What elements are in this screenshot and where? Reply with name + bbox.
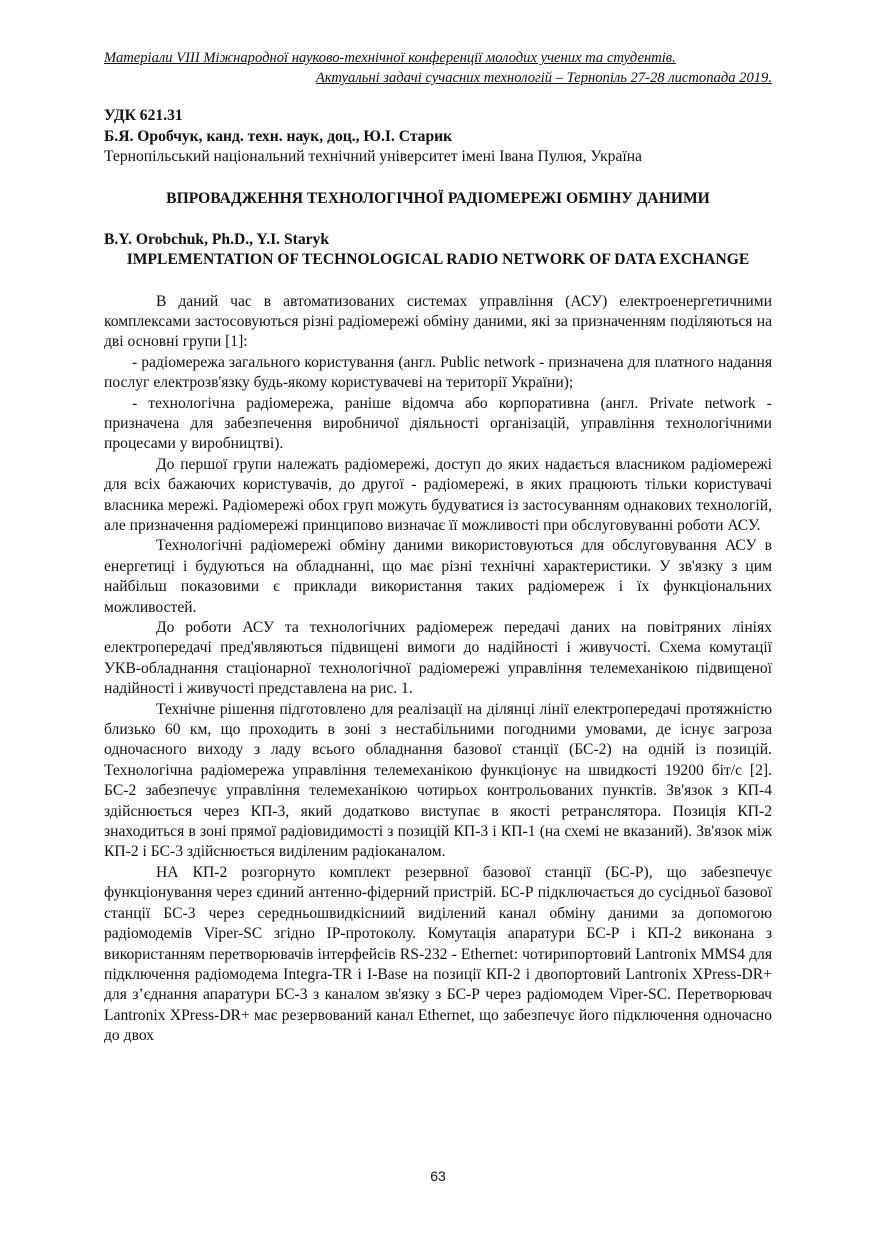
body-paragraph: Технологічні радіомережі обміну даними використовуються для обслуговування АСУ в енергетиці і будуються на обладнанні, що має різні технічні характеристики. У зв'язку з цим найбільш показовими є приклади використання таких радіомереж і їх функціональних можливостей. <box>104 537 772 616</box>
conference-header-line-1: Матеріали VIII Міжнародної науково-технічної конференції молодих учених та студентів. <box>104 50 676 66</box>
body-paragraph: До першої групи належать радіомережі, доступ до яких надається власником радіомережі для всіх бажаючих користувачів, до другої - радіомережі, в яких працюють тільки користувачі власника мережі. Радіомережі обох груп можуть будуватися із застосуванням однакових технологій, але призначення радіомережі принципово визначає її можливості при обслуговуванні роботи АСУ. <box>104 455 772 534</box>
body-paragraph: До роботи АСУ та технологічних радіомереж передачі даних на повітряних лініях електропередачі пред'являються підвищені вимоги до надійності і живучості. Схема комутації УКВ-обладнання стаціонарної технологічної радіомережі управління телемеханікою підвищеної надійності і живучості представлена на рис. 1. <box>104 619 772 698</box>
authors-english: B.Y. Orobchuk, Ph.D., Y.I. Staryk <box>104 230 330 248</box>
title-ukrainian: ВПРОВАДЖЕННЯ ТЕХНОЛОГІЧНОЇ РАДІОМЕРЕЖІ ОБМІНУ ДАНИМИ <box>166 189 710 207</box>
conference-header <box>104 48 772 88</box>
paper-page <box>104 48 772 1047</box>
list-item: - технологічна радіомережа, раніше відомча або корпоративна (англ. Private network - призначена для забезпечення виробничої діяльності організацій, управління технологічними процесами у виробництві). <box>104 394 772 453</box>
affiliation: Тернопільський національний технічний університет імені Івана Пулюя, Україна <box>104 148 642 165</box>
title-english: IMPLEMENTATION OF TECHNOLOGICAL RADIO NETWORK OF DATA EXCHANGE <box>126 250 750 268</box>
body-paragraph: НА КП-2 розгорнуто комплект резервної базової станції (БС-Р), що забезпечує функціонування через єдиний антенно-фідерний пристрій. БС-Р підключається до сусідньої базової станції БС-3 через середньошвидкісниий виділений канал обміну даними за допомогою радіомодемів Viper-SC згідно IP-протоколу. Комутація апаратури БС-Р і КП-2 виконана з використанням перетворювачів інтерфейсів RS-232 - Ethernet: чотирипортовий Lantronix MMS4 для підключення радіомодема Integra-TR і I-Base на позиції КП-2 і двопортовий Lantronix XPress-DR+ для з’єднання апаратури БС-3 з каналом зв'язку з БС-Р через радіомодем Viper-SC. Перетворювач Lantronix XPress-DR+ має резервований канал Ethernet, що забезпечує його підключення одночасно до двох <box>104 863 772 1045</box>
article-body <box>104 292 772 1047</box>
authors-ukrainian: Б.Я. Оробчук, канд. техн. наук, доц., Ю.І. Старик <box>104 127 453 145</box>
body-paragraph: Технічне рішення підготовлено для реалізації на ділянці лінії електропередачі протяжністю близько 60 км, що проходить в зоні з нестабільними погодними умовами, де існує загроза одночасного виходу з ладу всього обладнання базової станції (БС-2) на одній із позицій. Технологічна радіомережа управління телемеханікою функціонує на швидкості 19200 біт/с [2]. БС-2 забезпечує управління телемеханікою чотирьох контрольованих пунктів. Зв'язок з КП-4 здійснюється через КП-3, який додатково виступає в якості ретранслятора. Позиція КП-2 знаходиться в зоні прямої радіовидимості з позицій КП-3 і КП-1 (на схемі не вказаний). Зв'язок між КП-2 і БС-3 здійснюється виділеним радіоканалом. <box>104 700 772 861</box>
conference-header-line-2: Актуальні задачі сучасних технологій – Тернопіль 27-28 листопада 2019. <box>315 70 772 86</box>
article-meta <box>104 106 772 168</box>
udc-code: УДК 621.31 <box>104 107 183 124</box>
page-number: 63 <box>430 1168 446 1184</box>
list-item: - радіомережа загального користування (англ. Public network - призначена для платного надання послуг електрозв'язку будь-якому користувачеві на території України); <box>104 353 772 392</box>
body-paragraph: В даний час в автоматизованих системах управління (АСУ) електроенергетичними комплексами застосовуються різні радіомережі обміну даними, які за призначенням поділяються на дві основні групи [1]: <box>104 292 772 351</box>
